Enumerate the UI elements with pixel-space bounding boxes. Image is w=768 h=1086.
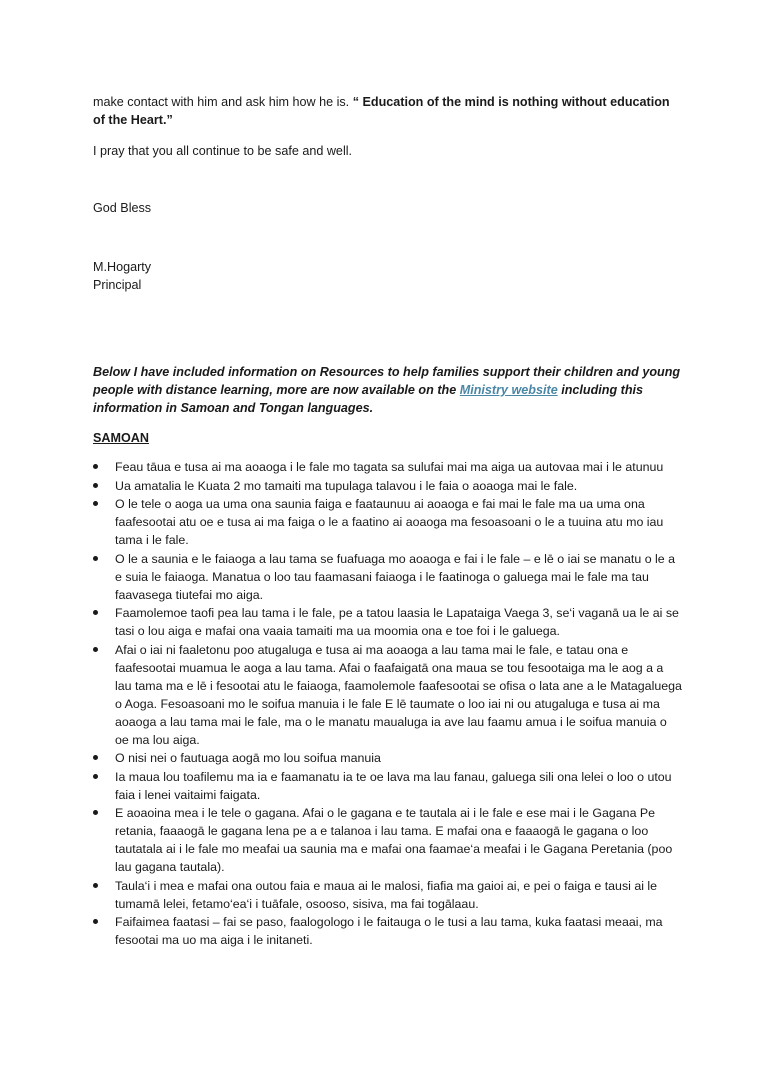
- resources-intro-text: Resources to help families support their children and young people with distance learning, more are now available on the: [93, 365, 681, 397]
- list-item: [93, 768, 683, 804]
- samoan-list: [93, 458, 683, 950]
- list-item-text: Faamolemoe taofi pea lau tama i le fale, pe a tatou laasia le Lapataiga Vaega 3, se‘i vaganā ua le ai se tasi o lou aiga e mafai ona vaaia tamaiti ma ua moomia ona e toe foi i le galuega.: [115, 606, 679, 638]
- letter-paragraph: [93, 93, 683, 129]
- list-item: [93, 495, 683, 549]
- bullet-icon: [93, 883, 98, 888]
- bullet-icon: [93, 810, 98, 815]
- list-item-text: Ua amatalia le Kuata 2 mo tamaiti ma tupulaga talavou i le faia o aoaoga mai le fale.: [115, 478, 578, 493]
- list-item: [93, 641, 683, 749]
- bullet-icon: [93, 755, 98, 760]
- list-item-text: O nisi nei o fautuaga aogā mo lou soifua manuia: [115, 751, 381, 765]
- education-quote: “ Education of the mind is nothing without education of the Heart.”: [93, 95, 670, 127]
- bullet-icon: [93, 501, 98, 506]
- list-item-text: O le tele o aoga ua uma ona saunia faiga e faataunuu ai aoaoga e fai mai le fale ma ua uma ona faafesootai atu oe e tusa ai ma faiga o le a faatino ai aoaoga ma fesoasoani o le a tuuina atu mo iau tama i le fale.: [115, 497, 664, 547]
- signature-title: Principal: [93, 278, 142, 292]
- prayer-line: I pray that you all continue to be safe and well.: [93, 144, 353, 158]
- list-item-text: Afai o iai ni faaletonu poo atugaluga e tusa ai ma aoaoga a lau tama mai le fale, e tatau ona e faafesootai muamua le aoga a lau tama. Afai o faafaigatā ona maua se tou fesootaiga ma le aog a a lau tama ma e lē i fesootai atu le faiaoga, faamolemole faafesootai se ofisa o lata ane a le Matagaluega o Aoga. Fesoasoani mo le soifua manuia i le fale E lē taumate o loo iai ni ou atugaluga e tusa ai ma aoaoga a lau tama mai le fale, ma o le manatu maualuga ia ave lau faamu amua i le soifua manuia o oe ma lou aiga.: [115, 642, 682, 747]
- samoan-heading: SAMOAN: [93, 431, 149, 445]
- list-item-text: Taula‘i i mea e mafai ona outou faia e maua ai le malosi, fiafia ma gaioi ai, e pei o faiga e tausi ai le tumamā lelei, fetamo‘ea‘i i tuāfale, osooso, sisiva, ma fai togālaau.: [115, 878, 658, 911]
- letter-text: make contact with him and ask him how he is.: [93, 95, 350, 109]
- list-item: [93, 877, 683, 913]
- list-item-text: E aoaoina mea i le tele o gagana. Afai o le gagana e te tautala ai i le fale e ese mai i le Gagana Pe retania, faaaogā le gagana lena pe a e talanoa i lau tama. E mafai ona e faaaogā le gagana o loo tautatala ai i le fale mo meafai ua saunia ma e mafai ona faamae‘a meafai i le Gagana Peretania (poo lau gagana tautala).: [115, 806, 673, 874]
- bullet-icon: [93, 919, 98, 924]
- bullet-icon: [93, 464, 98, 469]
- list-item: [93, 550, 683, 604]
- list-item: [93, 604, 683, 640]
- list-item-text: Feau tāua e tusa ai ma aoaoga i le fale mo tagata sa sulufai mai ma aiga ua autovaa mai i le atunuu: [115, 460, 664, 474]
- list-item: [93, 804, 683, 876]
- bullet-icon: [93, 647, 98, 652]
- ministry-website-link[interactable]: Ministry website: [459, 383, 558, 397]
- bullet-icon: [93, 774, 98, 779]
- bullet-icon: [93, 610, 98, 615]
- list-item-text: Faifaimea faatasi – fai se paso, faalogologo i le faitauga o le tusi a lau tama, kuka faatasi meaai, ma fesootai ma uo ma aiga i le initaneti.: [115, 915, 663, 947]
- closing-line: God Bless: [93, 201, 152, 215]
- resources-intro: [93, 363, 683, 417]
- list-item-text: Ia maua lou toafilemu ma ia e faamanatu ia te oe lava ma lau fanau, galuega sili ona lelei o loo o utou faia i lenei vaitaimi faigata.: [115, 769, 672, 802]
- list-item: [93, 477, 683, 495]
- list-item-text: O le a saunia e le faiaoga a lau tama se fuafuaga mo aoaoga e fai i le fale – e lē o iai se manatu o le a e suia le faiaoga. Manatua o loo tau faamasani faiaoga i le faatinoga o galuega mai le fale ma tau faavasega tiutefai mo aiga.: [115, 551, 676, 602]
- resources-intro-text: Below I have included information on: [93, 365, 317, 379]
- bullet-icon: [93, 556, 98, 561]
- resources-intro-text: including this information in Samoan and Tongan languages.: [93, 383, 644, 415]
- list-item: [93, 458, 683, 476]
- list-item: [93, 913, 683, 949]
- signature-name: M.Hogarty: [93, 260, 152, 274]
- bullet-icon: [93, 483, 98, 488]
- list-item: [93, 749, 683, 767]
